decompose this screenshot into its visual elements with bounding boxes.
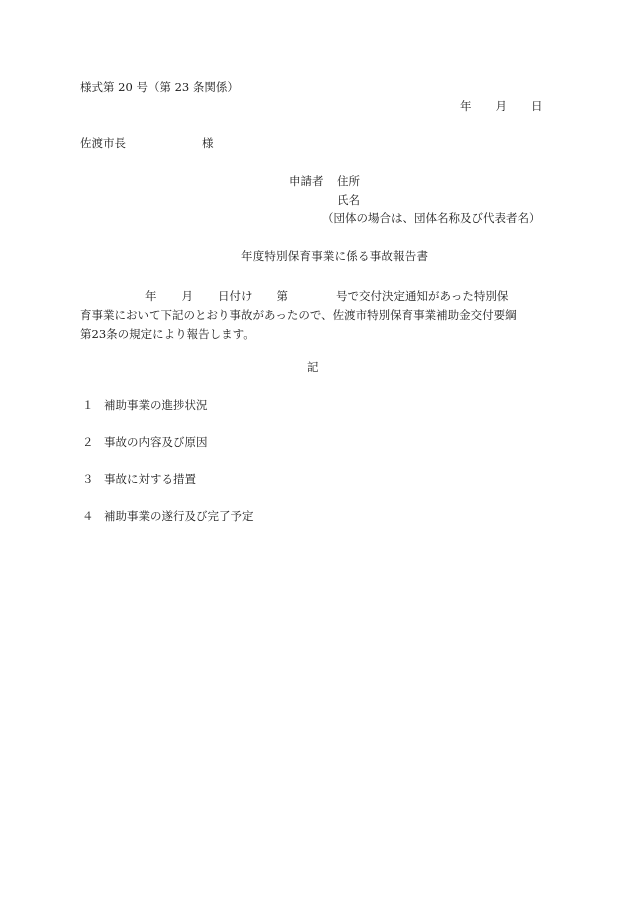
ki-heading: 記 (307, 360, 319, 374)
list-item (82, 511, 254, 523)
body-line-3: 第23条の規定により報告します。 (80, 327, 255, 341)
item-number: ２ (82, 435, 94, 449)
body-date-suffix: 日付け (218, 289, 253, 303)
date-line (460, 101, 543, 113)
date-year: 年 (460, 99, 472, 113)
date-day: 日 (531, 99, 543, 113)
item-text: 事故に対する措置 (104, 472, 196, 486)
body-dai: 第 (276, 289, 288, 303)
list-item (82, 400, 208, 412)
item-number: ３ (82, 472, 94, 486)
list-item (82, 474, 196, 486)
body-line-1 (80, 287, 550, 306)
item-number: ４ (82, 509, 94, 523)
form-number: 様式第 20 号（第 23 条関係） (80, 80, 239, 94)
recipient-name: 佐渡市長 (80, 136, 126, 150)
item-text: 補助事業の遂行及び完了予定 (104, 509, 254, 523)
body-paragraph (80, 287, 550, 344)
applicant-address-label: 住所 (337, 174, 360, 188)
body-line-1-rest: 号で交付決定通知があった特別保 (336, 289, 509, 303)
recipient-honorific: 様 (202, 136, 214, 150)
applicant-note: （団体の場合は、団体名称及び代表者名） (322, 211, 541, 225)
list-item (82, 437, 208, 449)
item-number: １ (82, 398, 94, 412)
item-text: 事故の内容及び原因 (104, 435, 208, 449)
body-line-2: 育事業において下記のとおり事故があったので、佐渡市特別保育事業補助金交付要綱 (80, 308, 517, 322)
document-title: 年度特別保育事業に係る事故報告書 (241, 249, 429, 263)
item-text: 補助事業の進捗状況 (104, 398, 208, 412)
body-month: 月 (181, 289, 193, 303)
applicant-label: 申請者 (289, 174, 324, 188)
applicant-name-label: 氏名 (337, 193, 360, 207)
body-year: 年 (145, 289, 157, 303)
recipient (80, 138, 214, 150)
date-month: 月 (495, 99, 507, 113)
